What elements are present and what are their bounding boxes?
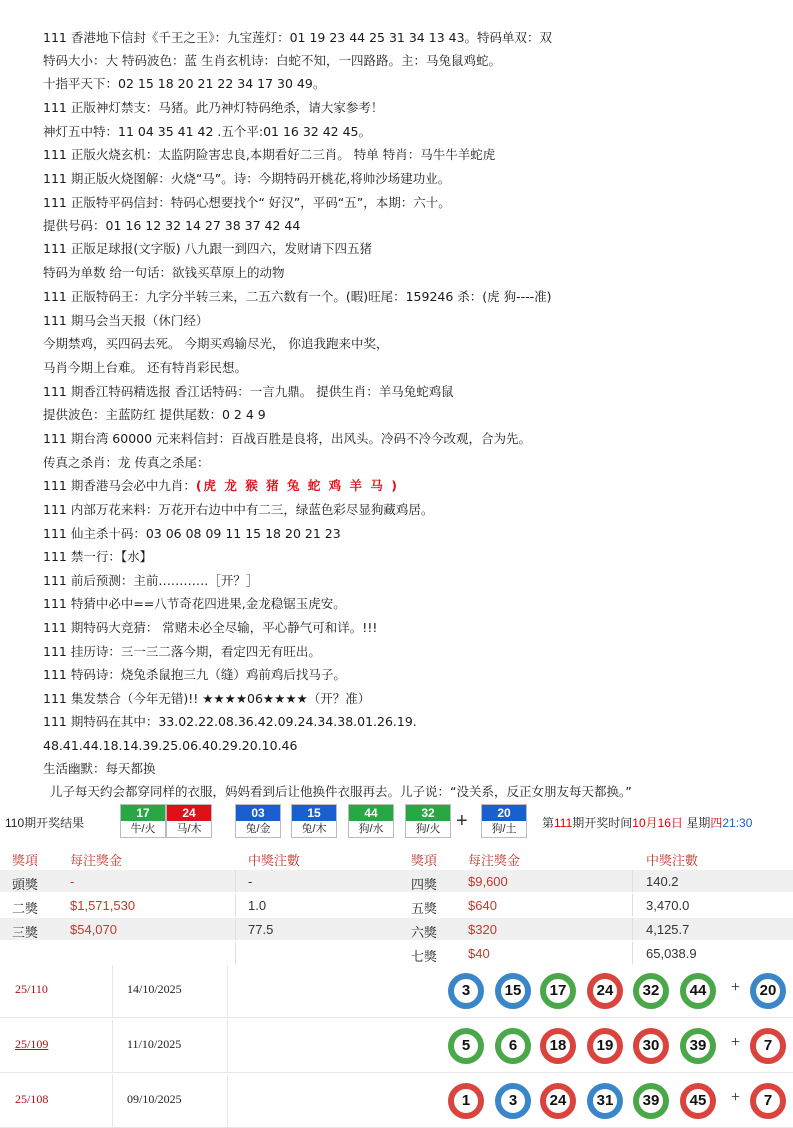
text-line: 111 期香江特码精选报 香江话特码：一言九鼎。 提供生肖：羊马兔蛇鸡鼠 bbox=[43, 384, 454, 399]
next-draw-weekday: 四 bbox=[710, 816, 723, 830]
text-line: 111 特码诗：烧兔杀鼠抱三九（缝）鸡前鸡后找马子。 bbox=[43, 667, 346, 682]
history-date: 11/10/2025 bbox=[127, 1037, 182, 1051]
prize-count: 1.0 bbox=[248, 898, 267, 913]
prize-row bbox=[0, 942, 793, 964]
result-ball bbox=[405, 804, 451, 838]
prize-name: 頭獎 bbox=[12, 877, 39, 892]
text-line: 111 特猜中必中==八节奇花四进果,金龙稳锯玉虎安。 bbox=[43, 596, 346, 611]
text-line: 48.41.44.18.14.39.25.06.40.29.20.10.46 bbox=[43, 738, 298, 753]
ball-zodiac: 狗/土 bbox=[491, 823, 517, 835]
prize-money: $9,600 bbox=[468, 874, 508, 889]
history-ball: 30 bbox=[633, 1028, 669, 1064]
text-line: 111 正版特码王：九字分半转三来，二五六数有一个。(暇)旺尾：159246 杀：(虎 狗----准) bbox=[43, 289, 552, 304]
prize-money: $640 bbox=[468, 898, 497, 913]
hk-nine-zodiac-prefix: 111 期香港马会必中九肖： bbox=[43, 478, 196, 493]
history-ball: 32 bbox=[633, 973, 669, 1009]
ball-number: 17 bbox=[121, 805, 165, 821]
history-ball: 39 bbox=[680, 1028, 716, 1064]
history-ball: 31 bbox=[587, 1083, 623, 1119]
text-line: 十指平天下：02 15 18 20 21 22 34 17 30 49。 bbox=[43, 76, 326, 91]
prize-row bbox=[0, 918, 793, 940]
history-period-link[interactable]: 25/109 bbox=[15, 1037, 49, 1051]
prize-count: 3,470.0 bbox=[646, 898, 690, 913]
prize-row bbox=[0, 894, 793, 916]
history-ball: 3 bbox=[495, 1083, 531, 1119]
history-ball: 17 bbox=[540, 973, 576, 1009]
history-ball: 24 bbox=[587, 973, 623, 1009]
column-divider bbox=[227, 965, 228, 1017]
prize-name: 三獎 bbox=[12, 925, 39, 940]
history-row bbox=[0, 1075, 793, 1128]
text-line: 儿子每天约会都穿同样的衣服，妈妈看到后让他换件衣服再去。儿子说：“没关系，反正女朋友每天都换。” bbox=[50, 784, 632, 799]
prize-count: 77.5 bbox=[248, 922, 274, 937]
history-ball: 39 bbox=[633, 1083, 669, 1119]
text-line: 今期禁鸡，买四码去死。 今期买鸡输尽光， 你追我跑来中奖， bbox=[43, 336, 389, 351]
hk-nine-zodiac-list: (虎 龙 猴 猪 兔 蛇 鸡 羊 马 ) bbox=[195, 478, 399, 493]
ball-zodiac: 兔/木 bbox=[301, 823, 327, 835]
ball-number: 44 bbox=[349, 805, 393, 821]
column-divider bbox=[235, 894, 236, 916]
text-line: 111 正版神灯禁支：马猪。此乃神灯特码绝杀，请大家参考！ bbox=[43, 100, 384, 115]
history-ball: 19 bbox=[587, 1028, 623, 1064]
result-ball bbox=[291, 804, 337, 838]
column-divider bbox=[235, 918, 236, 940]
text-line: 生活幽默：每天都换 bbox=[43, 761, 156, 776]
history-ball: 18 bbox=[540, 1028, 576, 1064]
result-ball bbox=[348, 804, 394, 838]
hk-nine-zodiac-line bbox=[43, 478, 399, 494]
text-line: 马肖今期上台难。 还有特肖彩民想。 bbox=[43, 360, 247, 375]
history-row bbox=[0, 1020, 793, 1073]
history-date: 14/10/2025 bbox=[127, 982, 182, 996]
column-divider bbox=[112, 1075, 113, 1127]
plus-sign: + bbox=[731, 1089, 741, 1106]
column-divider bbox=[632, 918, 633, 940]
next-draw-weekday-label: 星期 bbox=[686, 816, 711, 830]
prize-name: 四獎 bbox=[411, 877, 438, 892]
text-line: 提供波色：主蓝防红 提供尾数：0 2 4 9 bbox=[43, 407, 266, 422]
text-line: 111 挂历诗：三一三二落今期，看定四无有旺出。 bbox=[43, 644, 321, 659]
result-ball bbox=[120, 804, 166, 838]
ball-number: 32 bbox=[406, 805, 450, 821]
text-line: 111 正版特平码信封：特码心想要找个“ 好汉”，平码“五”，本期：六十。 bbox=[43, 195, 451, 210]
prize-money: $54,070 bbox=[70, 922, 117, 937]
column-divider bbox=[632, 870, 633, 892]
prize-header-cell: 每注獎金 bbox=[70, 853, 123, 868]
prize-header-cell: 中獎注數 bbox=[248, 853, 301, 868]
column-divider bbox=[632, 894, 633, 916]
prize-money: $320 bbox=[468, 922, 497, 937]
text-line: 传真之杀肖：龙 传真之杀尾： bbox=[43, 455, 210, 470]
history-date: 09/10/2025 bbox=[127, 1092, 182, 1106]
prize-money: - bbox=[70, 874, 75, 889]
ball-zodiac: 狗/水 bbox=[358, 823, 384, 835]
history-special-ball: 20 bbox=[750, 973, 786, 1009]
draw-result-strip bbox=[0, 804, 793, 840]
column-divider bbox=[632, 942, 633, 964]
prize-count: 65,038.9 bbox=[646, 946, 697, 961]
column-divider bbox=[227, 1075, 228, 1127]
next-draw-period: 111 bbox=[554, 816, 573, 830]
plus-sign: + bbox=[456, 810, 468, 832]
ball-zodiac: 牛/火 bbox=[130, 823, 156, 835]
column-divider bbox=[235, 870, 236, 892]
prize-name: 五獎 bbox=[411, 901, 438, 916]
history-ball: 45 bbox=[680, 1083, 716, 1119]
text-line: 神灯五中特：11 04 35 41 42 .五个平:01 16 32 42 45。 bbox=[43, 124, 372, 139]
history-ball: 24 bbox=[540, 1083, 576, 1119]
column-divider bbox=[112, 965, 113, 1017]
text-line: 111 期特码大竞猜： 常赌未必全尽输，平心静气可和详。!!! bbox=[43, 620, 378, 635]
prize-header-cell: 獎項 bbox=[411, 853, 438, 868]
text-line: 111 香港地下信封《千王之王》：九宝莲灯：01 19 23 44 25 31 34 13 43。特码单双：双 bbox=[43, 30, 553, 45]
prize-header-cell: 每注獎金 bbox=[468, 853, 521, 868]
prize-count: 140.2 bbox=[646, 874, 679, 889]
ball-number: 15 bbox=[292, 805, 336, 821]
prize-name: 六獎 bbox=[411, 925, 438, 940]
history-ball: 15 bbox=[495, 973, 531, 1009]
text-line: 111 期特码在其中：33.02.22.08.36.42.09.24.34.38.01.26.19. bbox=[43, 714, 417, 729]
prize-name: 七獎 bbox=[411, 949, 438, 964]
prize-money: $40 bbox=[468, 946, 490, 961]
ball-number: 20 bbox=[482, 805, 526, 821]
history-special-ball: 7 bbox=[750, 1028, 786, 1064]
ball-zodiac: 马/木 bbox=[176, 823, 202, 835]
prize-header-row bbox=[0, 846, 793, 868]
text-line: 111 禁一行：【水】 bbox=[43, 549, 153, 564]
prize-header-cell: 中獎注數 bbox=[646, 853, 699, 868]
prize-row bbox=[0, 870, 793, 892]
prize-count: 4,125.7 bbox=[646, 922, 690, 937]
history-ball: 1 bbox=[448, 1083, 484, 1119]
history-ball: 3 bbox=[448, 973, 484, 1009]
text-line: 111 正版火烧玄机：太监阴险害忠良,本期看好二三肖。 特单 特肖：马牛牛羊蛇虎 bbox=[43, 147, 496, 162]
history-special-ball: 7 bbox=[750, 1083, 786, 1119]
text-line: 111 内部万花来料：万花开右边中中有二三，绿蓝色彩尽显狗藏鸡居。 bbox=[43, 502, 434, 517]
history-period-link[interactable]: 25/108 bbox=[15, 1092, 49, 1106]
draw-result-label: 110期开奖结果 bbox=[5, 816, 85, 830]
ball-zodiac: 狗/火 bbox=[415, 823, 441, 835]
column-divider bbox=[227, 1020, 228, 1072]
history-ball: 44 bbox=[680, 973, 716, 1009]
ball-number: 03 bbox=[236, 805, 280, 821]
next-draw-time: 21:30 bbox=[722, 816, 753, 830]
prize-money: $1,571,530 bbox=[70, 898, 136, 913]
text-line: 111 期台湾 60000 元来料信封：百战百胜是良将，出风头。冷码不冷今改观，合为先。 bbox=[43, 431, 532, 446]
plus-sign: + bbox=[731, 1034, 741, 1051]
text-line: 111 集发禁合（今年无错)!! ★★★★06★★★★（开？准） bbox=[43, 691, 371, 706]
special-ball bbox=[481, 804, 527, 838]
plus-sign: + bbox=[731, 979, 741, 996]
result-ball bbox=[235, 804, 281, 838]
history-period-link[interactable]: 25/110 bbox=[15, 982, 48, 996]
text-line: 111 仙主杀十码：03 06 08 09 11 15 18 20 21 23 bbox=[43, 526, 341, 541]
text-line: 特码大小：大 特码波色：蓝 生肖玄机诗：白蛇不知，一四路路。主：马兔鼠鸡蛇。 bbox=[43, 53, 501, 68]
history-ball: 6 bbox=[495, 1028, 531, 1064]
column-divider bbox=[112, 1020, 113, 1072]
column-divider bbox=[235, 942, 236, 964]
history-ball: 5 bbox=[448, 1028, 484, 1064]
next-draw-time-label: 期开奖时间 bbox=[572, 816, 633, 830]
ball-number: 24 bbox=[167, 805, 211, 821]
prize-name: 二獎 bbox=[12, 901, 39, 916]
text-line: 111 前后预测：主前…………［开？］ bbox=[43, 573, 259, 588]
prize-header-cell: 獎項 bbox=[12, 853, 39, 868]
result-ball bbox=[166, 804, 212, 838]
next-draw-prefix: 第 bbox=[542, 816, 555, 830]
ball-zodiac: 兔/金 bbox=[245, 823, 271, 835]
text-line: 特码为单数 给一句话：欲钱买草原上的动物 bbox=[43, 265, 285, 280]
text-line: 111 正版足球报(文字版) 八九跟一到四六，发财请下四五猪 bbox=[43, 241, 373, 256]
text-line: 111 期马会当天报（休门经） bbox=[43, 313, 209, 328]
next-draw-date: 10月16日 bbox=[632, 816, 683, 830]
next-draw-info bbox=[542, 814, 752, 831]
text-line: 111 期正版火烧图解：火烧“马”。诗：今期特码开桃花,将帅沙场建功业。 bbox=[43, 171, 451, 186]
prize-count: - bbox=[248, 874, 253, 889]
history-row bbox=[0, 965, 793, 1018]
text-line: 提供号码：01 16 12 32 14 27 38 37 42 44 bbox=[43, 218, 301, 233]
